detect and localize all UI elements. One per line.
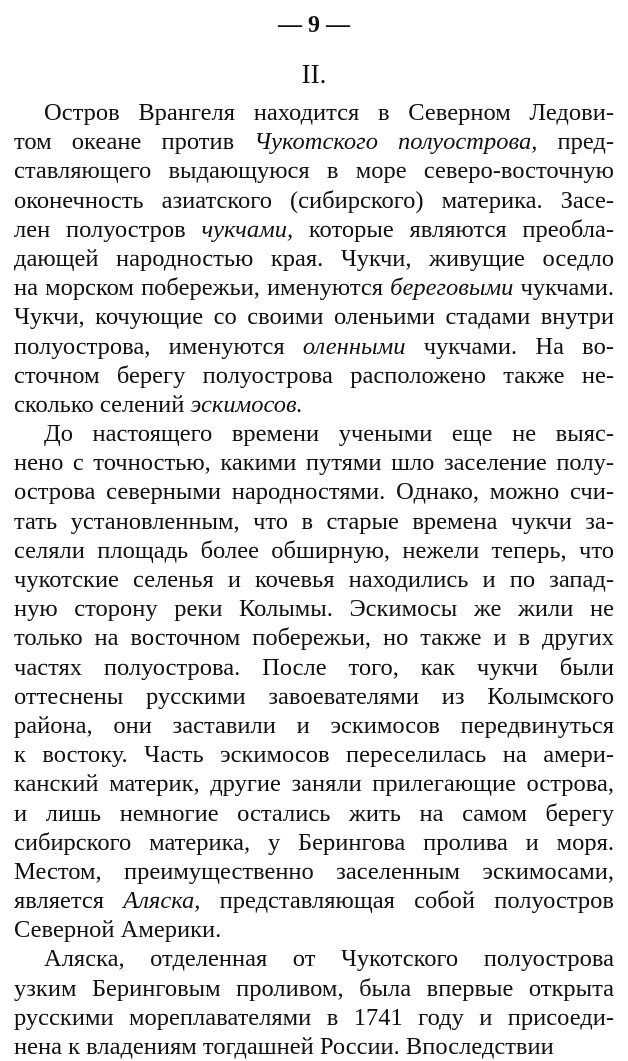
text-line [14,156,614,185]
text-line [14,215,614,244]
text-segment: чукчами. На во- [405,332,614,360]
text-segment: дающей народностью края. Чукчи, живущие оседло [14,244,614,272]
text-segment: к востоку. Часть эскимосов переселилась на амери- [14,741,614,769]
text-segment: чукотские селенья и кочевья находились и по запад- [14,566,614,593]
body-text [14,98,614,1061]
italic-text: Аляска, [123,887,201,915]
text-segment: Чукчи, кочующие со своими оленьими стадами внутри [14,303,614,331]
text-segment: лен полуостров [14,215,202,243]
text-segment: и лишь немногие остались жить на самом берегу [14,799,614,827]
text-line [14,740,614,769]
text-segment: района, они заставили и эскимосов передвинуться [14,711,614,739]
text-line [14,769,614,798]
text-segment: канский материк, другие заняли прилегающие острова, [14,770,614,798]
text-segment: полуострова, именуются [14,332,303,360]
text-segment: пред- [537,128,615,156]
text-line [14,565,614,594]
text-segment: Остров Врангеля находится в Северном Ледови- [44,99,614,126]
text-segment: нена к владениям тогдашней России. Впоследствии [14,1033,554,1060]
italic-text: эскимосов. [190,390,303,418]
text-line [14,1032,614,1061]
text-segment: острова северными народностями. Однако, можно счи- [14,478,614,506]
text-line [14,127,614,156]
text-line [14,536,614,565]
text-line [14,98,614,127]
text-segment: оттеснены русскими завоевателями из Колымского [14,682,614,710]
paragraph [14,98,614,419]
text-line [14,448,614,477]
paragraph [14,419,614,944]
text-segment: том океане против [14,128,255,156]
paragraph [14,944,614,1061]
text-line [14,594,614,623]
text-segment: Северной Америки. [14,916,222,944]
text-line [14,828,614,857]
text-line [14,477,614,506]
text-segment: селяли площадь более обширную, нежели теперь, что [14,536,614,564]
text-segment: До настоящего времени учеными еще не выяс- [44,420,614,448]
text-line [14,653,614,682]
text-segment: только на восточном побережьи, но также и в других [14,624,614,652]
text-segment: тать установленным, что в старые времена чукчи за- [14,507,614,535]
text-line [14,419,614,448]
text-segment: нено с точностью, какими путями шло заселение полу- [14,449,614,477]
text-segment: которые являются преобла- [293,215,614,243]
text-line [14,886,614,915]
text-line [14,361,614,390]
text-segment: является [14,887,124,915]
text-segment: узким Беринговым проливом, была впервые открыта [14,974,614,1002]
text-line [14,302,614,331]
text-segment: представляющая собой полуостров [200,887,614,915]
text-line [14,507,614,536]
text-line [14,915,614,944]
text-line [14,332,614,361]
text-line [14,390,614,419]
italic-text: Чукотского полуострова, [254,128,538,156]
text-segment: сибирского материка, у Берингова пролива и моря. [14,828,614,856]
chapter-heading: II. [301,59,327,89]
text-segment: сточном берегу полуострова расположено также не- [14,361,614,389]
text-line [14,944,614,973]
text-line [14,1003,614,1032]
text-line [14,186,614,215]
text-line [14,682,614,711]
text-line [14,799,614,828]
text-segment: русскими мореплавателями в 1741 году и присоеди- [14,1003,614,1031]
page-number: — 9 — [278,12,350,38]
text-segment: оконечность азиатского (сибирского) материка. Засе- [14,186,614,214]
text-line [14,857,614,886]
text-line [14,974,614,1003]
text-segment: Аляска, отделенная от Чукотского полуострова [44,945,614,973]
text-segment: чукчами. [513,274,614,302]
text-segment: частях полуострова. После того, как чукчи были [14,653,614,681]
text-segment: ную сторону реки Колымы. Эскимосы же жили не [14,595,614,623]
text-line [14,711,614,740]
italic-text: оленными [302,332,406,360]
italic-text: береговыми [390,274,514,302]
text-line [14,273,614,302]
text-segment: Местом, преимущественно заселенным эскимосами, [14,857,614,885]
book-page [14,8,614,1061]
text-line [14,623,614,652]
text-line [14,244,614,273]
text-segment: сколько селений [14,390,191,418]
text-segment: ставляющего выдающуюся в море северо-восточную [14,157,614,185]
text-segment: на морском побережьи, именуются [14,274,391,302]
italic-text: чукчами, [201,215,294,243]
